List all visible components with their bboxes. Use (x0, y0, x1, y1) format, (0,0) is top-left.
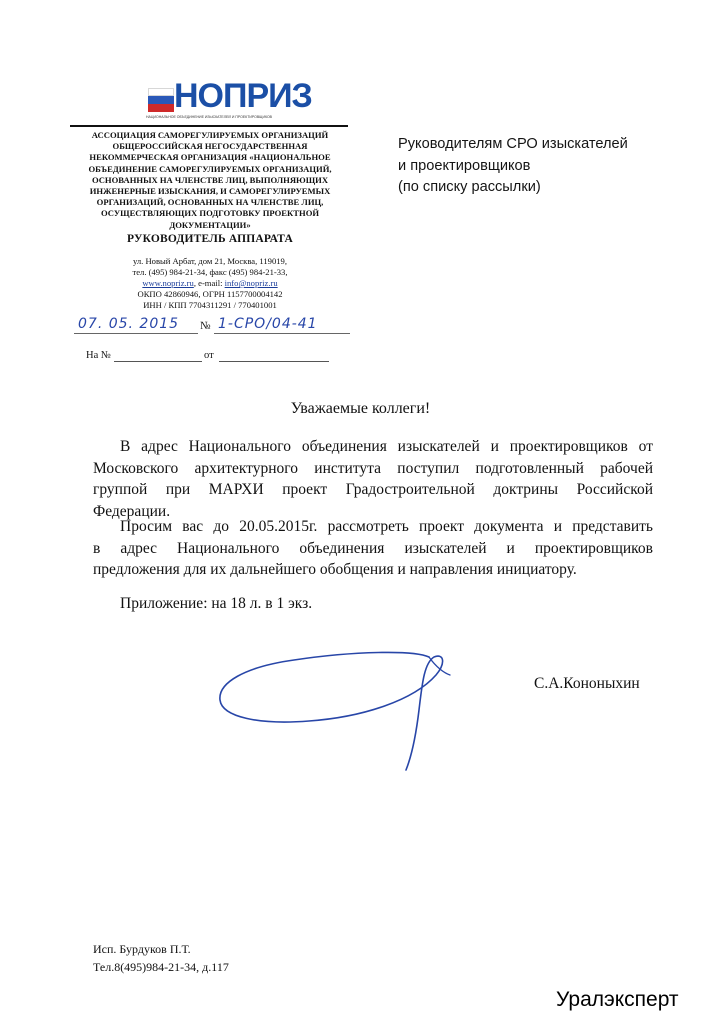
paragraph-line: группой при МАРХИ проект Градостроительной доктрины Российской (93, 481, 653, 498)
contact-block (72, 256, 348, 311)
nopriz-logo (148, 77, 312, 115)
website-link[interactable]: www.nopriz.ru (142, 278, 194, 288)
org-name-line: ДОКУМЕНТАЦИИ» (169, 219, 251, 230)
ref-number-label: На № (86, 350, 111, 361)
russian-flag-icon (148, 88, 174, 112)
paragraph-1 (93, 436, 653, 522)
org-name-line: ОСУЩЕСТВЛЯЮЩИХ ПОДГОТОВКУ ПРОЕКТНОЙ (100, 208, 320, 219)
executor-block (93, 940, 229, 976)
number-underline (214, 333, 350, 334)
org-name-line: ОСНОВАННЫХ НА ЧЛЕНСТВЕ ЛИЦ, ВЫПОЛНЯЮЩИХ (91, 174, 329, 185)
registration-date: 07. 05. 2015 (78, 316, 180, 332)
logo-tagline: НАЦИОНАЛЬНОЕ ОБЪЕДИНЕНИЕ ИЗЫСКАТЕЛЕЙ И ПРОЕКТИРОВЩИКОВ (146, 115, 273, 119)
inn-kpp: ИНН / КПП 7704311291 / 770401001 (143, 300, 277, 310)
paragraph-line: Московского архитектурного института поступил подготовленный рабочей (93, 459, 653, 477)
number-sign: № (200, 320, 211, 332)
addressee-line: и проектировщиков (398, 157, 531, 174)
signer-name: С.А.Кононыхин (534, 675, 640, 692)
registration-number: 1-СРО/04-41 (218, 316, 318, 332)
paragraph-line: предложения для их дальнейшего обобщения и направления инициатору. (93, 561, 577, 578)
watermark: Уралэксперт (556, 988, 679, 1011)
paragraph-line: Просим вас до 20.05.2015г. рассмотреть проект документа и представить (120, 518, 653, 535)
organization-name (72, 130, 348, 231)
paragraph-line: В адрес Национального объединения изыскателей и проектировщиков от (120, 438, 653, 455)
addressee-line: (по списку рассылки) (398, 179, 541, 195)
registration-line (74, 316, 364, 336)
addressee-block (398, 134, 698, 199)
address: ул. Новый Арбат, дом 21, Москва, 119019, (132, 256, 288, 266)
date-underline (74, 333, 198, 334)
org-name-line: НЕКОММЕРЧЕСКАЯ ОРГАНИЗАЦИЯ «НАЦИОНАЛЬНОЕ (89, 152, 331, 163)
org-name-line: ОРГАНИЗАЦИЙ, ОСНОВАННЫХ НА ЧЛЕНСТВЕ ЛИЦ, (96, 197, 324, 208)
salutation: Уважаемые коллеги! (290, 400, 431, 417)
handwritten-signature (214, 645, 454, 775)
executor-phone: Тел.8(495)984-21-34, д.117 (93, 960, 229, 974)
org-name-line: ИНЖЕНЕРНЫЕ ИЗЫСКАНИЯ, И САМОРЕГУЛИРУЕМЫХ (89, 186, 331, 197)
ref-from-label: от (204, 350, 214, 361)
org-name-line: АССОЦИАЦИЯ САМОРЕГУЛИРУЕМЫХ ОРГАНИЗАЦИЙ (91, 130, 329, 140)
addressee-line: Руководителям СРО изыскателей (398, 136, 628, 152)
email-link[interactable]: info@nopriz.ru (224, 278, 278, 288)
appendix-note: Приложение: на 18 л. в 1 экз. (120, 595, 313, 612)
department-title: РУКОВОДИТЕЛЬ АППАРАТА (127, 233, 293, 245)
reference-line (86, 350, 336, 364)
executor-name: Исп. Бурдуков П.Т. (93, 942, 191, 956)
logo-text: НОПРИЗ (174, 77, 312, 115)
ref-date-blank (219, 361, 329, 362)
email-label: , e-mail: (193, 278, 225, 288)
paragraph-line: в адрес Национального объединения изыскателей и проектировщиков (93, 539, 653, 557)
okpo-ogrn: ОКПО 42860946, ОГРН 1157700004142 (137, 289, 283, 299)
org-name-line: ОБЩЕРОССИЙСКАЯ НЕГОСУДАРСТВЕННАЯ (112, 141, 308, 152)
ref-number-blank (114, 361, 202, 362)
letterhead-divider (70, 125, 348, 127)
web-email-line (72, 278, 348, 289)
paragraph-line: Федерации. (93, 502, 171, 520)
paragraph-2 (93, 516, 653, 581)
org-name-line: ОБЪЕДИНЕНИЕ САМОРЕГУЛИРУЕМЫХ ОРГАНИЗАЦИЙ, (88, 163, 332, 174)
phone-fax: тел. (495) 984-21-34, факс (495) 984-21-33, (132, 267, 288, 277)
